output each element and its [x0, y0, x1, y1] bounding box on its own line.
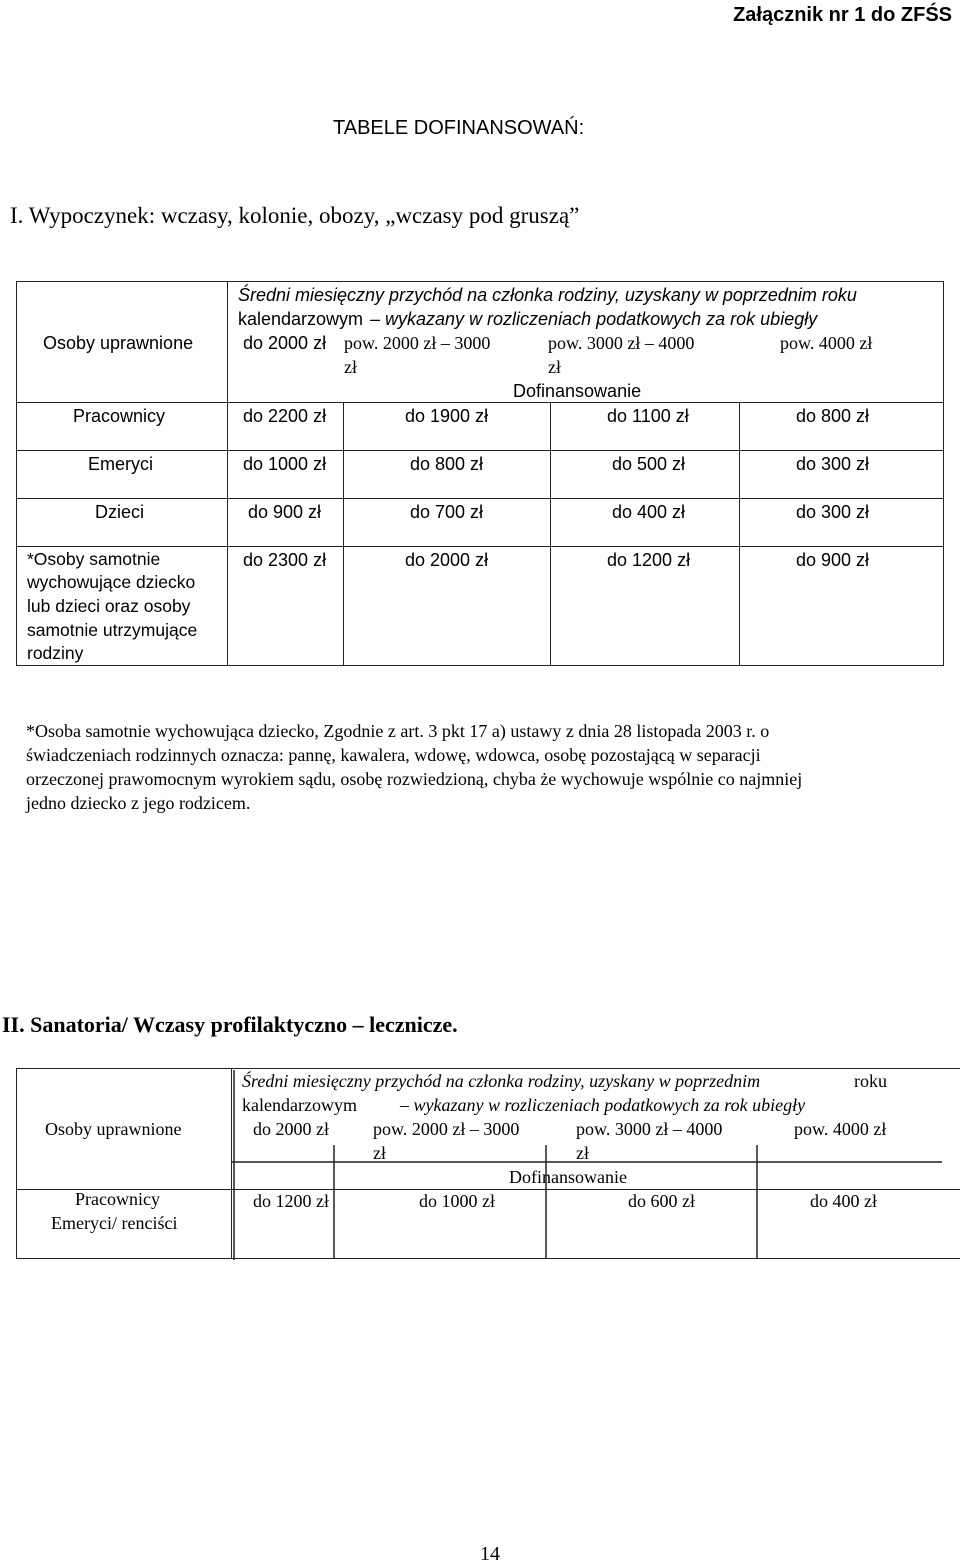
bracket-3-cont: zł [576, 1143, 589, 1163]
footnote-line-3: orzeczonej prawomocnym wyrokiem sądu, osobę rozwiedzioną, chyba że wychowuje wspólnie co najmniej [26, 769, 803, 789]
value-employees-1: do 2200 zł [243, 406, 327, 426]
value-employees-4: do 800 zł [796, 406, 870, 426]
value-single-parents-4: do 900 zł [796, 550, 870, 570]
row-label-employees: Pracownicy [75, 1189, 160, 1209]
bracket-2: pow. 2000 zł – 3000 [344, 333, 491, 353]
subsidy-label: Dofinansowanie [513, 381, 642, 401]
value-children-1: do 900 zł [248, 502, 322, 522]
page-number: 14 [480, 1543, 500, 1565]
bracket-1: do 2000 zł [253, 1119, 329, 1139]
bracket-2-cont: zł [373, 1143, 386, 1163]
eligible-label: Osoby uprawnione [43, 333, 194, 353]
section-2-heading: II. Sanatoria/ Wczasy profilaktyczno – lecznicze. [2, 1012, 458, 1037]
value-children-3: do 400 zł [612, 502, 686, 522]
eligible-label: Osoby uprawnione [45, 1119, 182, 1139]
value-2: do 1000 zł [419, 1191, 495, 1211]
income-header-line2-prefix: kalendarzowym [242, 1095, 357, 1115]
value-single-parents-3: do 1200 zł [607, 550, 691, 570]
row-label-single-parents-4: samotnie utrzymujące [27, 620, 198, 640]
footnote-line-1: *Osoba samotnie wychowująca dziecko, Zgodnie z art. 3 pkt 17 a) ustawy z dnia 28 listopada 2003 r. o [26, 721, 770, 741]
bracket-4: pow. 4000 zł [780, 333, 873, 353]
bracket-4: pow. 4000 zł [794, 1119, 887, 1139]
section-1-heading: I. Wypoczynek: wczasy, kolonie, obozy, „wczasy pod gruszą” [10, 203, 580, 228]
bracket-3-cont: zł [548, 357, 561, 377]
bracket-1: do 2000 zł [243, 333, 327, 353]
bracket-2: pow. 2000 zł – 3000 [373, 1119, 520, 1139]
income-header-line1: Średni miesięczny przychód na członka rodziny, uzyskany w poprzednim roku [238, 285, 857, 305]
income-header-line1: Średni miesięczny przychód na członka rodziny, uzyskany w poprzednim [242, 1071, 761, 1091]
row-label-single-parents-2: wychowujące dziecko [27, 572, 196, 592]
row-label-single-parents-1: *Osoby samotnie [27, 549, 161, 569]
footnote-line-2: świadczeniach rodzinnych oznacza: pannę, kawalera, wdowę, wdowca, osobę pozostającą w separacji [26, 745, 761, 765]
annex-label: Załącznik nr 1 do ZFŚS [733, 4, 952, 26]
bracket-3: pow. 3000 zł – 4000 [548, 333, 695, 353]
income-header-line2-rest: – wykazany w rozliczeniach podatkowych za rok ubiegły [400, 1095, 806, 1115]
value-single-parents-2: do 2000 zł [405, 550, 489, 570]
bracket-3: pow. 3000 zł – 4000 [576, 1119, 723, 1139]
row-label-single-parents-5: rodziny [27, 643, 84, 663]
value-employees-3: do 1100 zł [607, 406, 689, 426]
value-pensioners-1: do 1000 zł [243, 454, 327, 474]
value-pensioners-4: do 300 zł [796, 454, 870, 474]
value-children-4: do 300 zł [796, 502, 870, 522]
income-header-line2-prefix: kalendarzowym [238, 309, 364, 329]
value-1: do 1200 zł [253, 1191, 329, 1211]
row-label-retirees: Emeryci/ renciści [51, 1213, 178, 1233]
income-header-line1-tail: roku [854, 1071, 887, 1091]
row-label-single-parents-3: lub dzieci oraz osoby [27, 596, 191, 616]
value-single-parents-1: do 2300 zł [243, 550, 327, 570]
bracket-2-cont: zł [344, 357, 357, 377]
income-header-line2-rest: – wykazany w rozliczeniach podatkowych za rok ubiegły [370, 309, 818, 329]
value-4: do 400 zł [810, 1191, 877, 1211]
page-title: TABELE DOFINANSOWAŃ: [333, 117, 585, 139]
value-3: do 600 zł [628, 1191, 695, 1211]
row-label-employees: Pracownicy [73, 406, 166, 426]
value-employees-2: do 1900 zł [405, 406, 489, 426]
footnote-line-4: jedno dziecko z jego rodzicem. [26, 793, 251, 813]
row-label-pensioners: Emeryci [88, 454, 154, 474]
value-children-2: do 700 zł [410, 502, 484, 522]
value-pensioners-3: do 500 zł [612, 454, 686, 474]
value-pensioners-2: do 800 zł [410, 454, 484, 474]
row-label-children: Dzieci [95, 502, 145, 522]
subsidy-label: Dofinansowanie [509, 1167, 627, 1187]
